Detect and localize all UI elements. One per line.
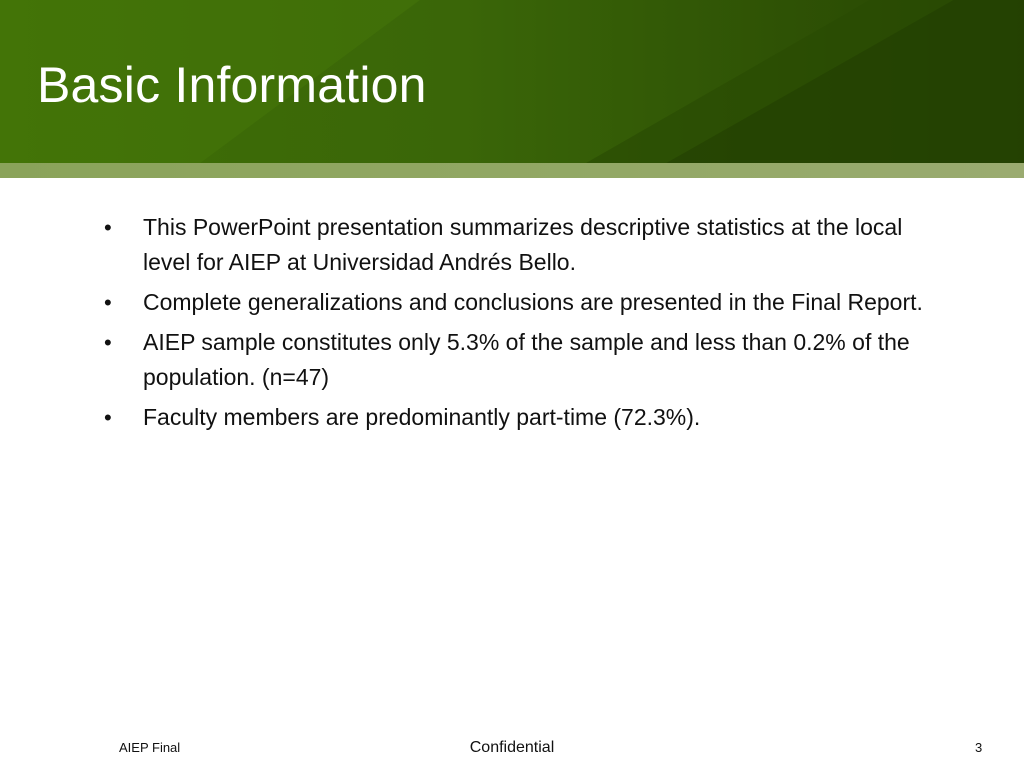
- header-stripe: [0, 163, 1024, 178]
- footer-left-text: AIEP Final: [119, 740, 181, 755]
- bullet-text: This PowerPoint presentation summarizes descriptive statistics at the local level for AIEP at Universidad Andrés Bello.: [143, 214, 903, 275]
- bullet-marker: •: [104, 330, 112, 355]
- page-number: 3: [975, 740, 983, 755]
- bullet-list: [100, 210, 950, 440]
- bullet-marker: •: [104, 215, 112, 240]
- bullet-marker: •: [104, 405, 112, 430]
- bullet-marker: •: [104, 290, 112, 315]
- bullet-item: [100, 400, 950, 435]
- bullet-text: AIEP sample constitutes only 5.3% of the sample and less than 0.2% of the population. (n=47): [143, 329, 910, 390]
- footer-confidential: Confidential: [469, 739, 555, 756]
- slide-title: Basic Information: [37, 57, 427, 113]
- bullet-item: [100, 325, 950, 395]
- bullet-item: [100, 210, 950, 280]
- bullet-text: Complete generalizations and conclusions are presented in the Final Report.: [143, 289, 923, 315]
- bullet-item: [100, 285, 950, 320]
- header-band: [0, 0, 1024, 178]
- bullet-text: Faculty members are predominantly part-time (72.3%).: [143, 404, 701, 430]
